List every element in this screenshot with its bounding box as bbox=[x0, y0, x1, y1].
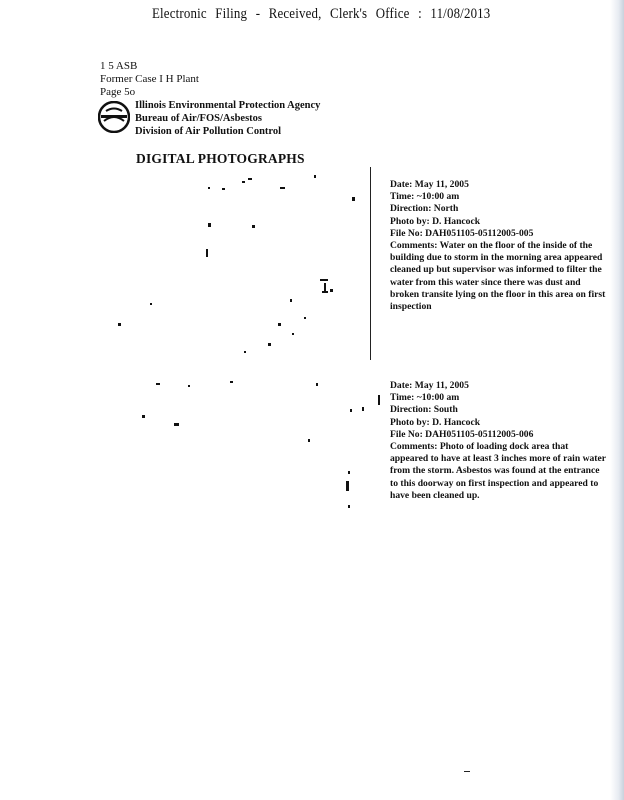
photo-1-comments: Comments: Water on the floor of the inside of the building due to storm in the morning area appeared cleaned up but supervisor was informed to filter the water from this water since there was dust and broken transite lying on the floor in this area on first inspection bbox=[390, 240, 606, 313]
photo-1-caption bbox=[390, 179, 606, 313]
site-name: Former Case I H Plant bbox=[100, 73, 199, 85]
photo-1-direction: Direction: North bbox=[390, 203, 459, 215]
agency-division: Division of Air Pollution Control bbox=[135, 126, 282, 137]
photo-2 bbox=[140, 375, 380, 515]
photo-1 bbox=[110, 165, 370, 365]
scan-edge-shadow bbox=[610, 0, 624, 800]
filing-stamp: Electronic Filing - Received, Clerk's Office : 11/08/2013 bbox=[152, 6, 491, 22]
photo-1-date: Date: May 11, 2005 bbox=[390, 179, 469, 190]
photo-1-time: Time: ~10:00 am bbox=[390, 191, 460, 203]
photo-1-file-number: File No: DAH051105-05112005-005 bbox=[390, 227, 534, 239]
photo-2-direction: Direction: South bbox=[390, 404, 458, 416]
photo-1-edge bbox=[370, 167, 371, 360]
footer-mark bbox=[464, 771, 470, 772]
agency-name: Illinois Environmental Protection Agency bbox=[135, 100, 321, 111]
photo-2-time: Time: ~10:00 am bbox=[390, 392, 460, 404]
photo-2-file-number: File No: DAH051105-05112005-006 bbox=[390, 428, 534, 440]
photo-1-photographer: Photo by: D. Hancock bbox=[390, 215, 481, 227]
page-title: DIGITAL PHOTOGRAPHS bbox=[136, 151, 305, 166]
page-number: Page 5o bbox=[100, 86, 136, 98]
agency-bureau: Bureau of Air/FOS/Asbestos bbox=[135, 113, 262, 124]
iepa-logo-icon bbox=[98, 101, 130, 133]
photo-2-caption bbox=[390, 380, 606, 502]
photo-2-date: Date: May 11, 2005 bbox=[390, 380, 469, 391]
photo-2-photographer: Photo by: D. Hancock bbox=[390, 416, 481, 428]
photo-2-comments: Comments: Photo of loading dock area that appeared to have at least 3 inches more of rain water from the storm. Asbestos was found at the entrance to this doorway on first inspection and appeared to have been cleaned up. bbox=[390, 441, 606, 501]
case-number: 1 5 ASB bbox=[100, 60, 138, 72]
